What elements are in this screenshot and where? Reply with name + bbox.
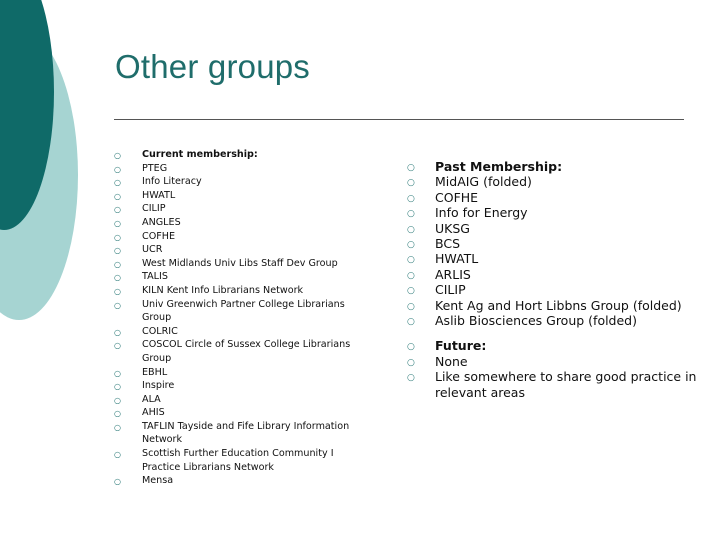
list-item-label: TALIS — [142, 271, 168, 283]
list-item — [407, 174, 697, 189]
bullet-icon: ○ — [114, 327, 121, 337]
bullet-icon: ○ — [407, 178, 415, 189]
bullet-icon: ○ — [407, 193, 415, 204]
list-item-label: Like somewhere to share good practice in relevant areas — [435, 369, 697, 400]
list-item-label: COFHE — [142, 230, 176, 242]
bullet-icon: ○ — [114, 259, 121, 269]
bullet-icon: ○ — [407, 240, 415, 251]
list-item-label: ALA — [142, 393, 161, 405]
list-item — [407, 267, 697, 282]
list-item — [114, 474, 362, 488]
list-item-label: TAFLIN Tayside and Fife Library Information Network — [142, 420, 350, 446]
membership-history-list — [407, 159, 697, 400]
list-item-label: None — [435, 353, 468, 369]
list-item — [114, 148, 362, 162]
bullet-icon: ○ — [114, 395, 121, 405]
list-item — [114, 379, 362, 393]
list-item — [114, 406, 362, 420]
list-item — [407, 159, 697, 174]
bullet-icon: ○ — [114, 205, 121, 215]
bullet-icon: ○ — [114, 450, 121, 460]
future-heading: Future: — [435, 338, 487, 354]
bullet-icon: ○ — [114, 164, 121, 174]
bullet-icon: ○ — [114, 477, 121, 487]
list-item — [407, 190, 697, 205]
list-item-label: BCS — [435, 236, 461, 252]
list-item — [407, 298, 697, 313]
list-item — [114, 216, 362, 230]
list-item-label: HWATL — [142, 189, 176, 201]
list-item-label: CILIP — [435, 282, 466, 298]
list-item — [114, 338, 362, 365]
list-item — [114, 270, 362, 284]
list-spacer — [407, 328, 697, 338]
list-item — [407, 354, 697, 369]
list-item — [114, 175, 362, 189]
list-item-label: ARLIS — [435, 266, 471, 282]
list-item-label: UCR — [142, 244, 163, 256]
bullet-icon: ○ — [407, 270, 415, 281]
bullet-icon: ○ — [407, 357, 415, 368]
bullet-icon: ○ — [114, 218, 121, 228]
list-item-label: KILN Kent Info Librarians Network — [142, 284, 304, 296]
bullet-icon: ○ — [114, 409, 121, 419]
list-item — [114, 202, 362, 216]
list-item — [114, 284, 362, 298]
bullet-icon: ○ — [114, 191, 121, 201]
list-item-label: ANGLES — [142, 216, 181, 228]
slide-title: Other groups — [115, 48, 311, 85]
list-item — [407, 282, 697, 297]
list-item — [407, 369, 697, 400]
bullet-icon: ○ — [407, 224, 415, 235]
list-item-label: COFHE — [435, 189, 479, 205]
list-item — [407, 313, 697, 328]
bullet-icon: ○ — [114, 382, 121, 392]
list-item-label: Inspire — [142, 380, 175, 392]
list-item-label: Scottish Further Education Community I Practice Librarians Network — [142, 448, 334, 473]
current-membership-heading: Current membership: — [142, 149, 258, 160]
list-item-label: Kent Ag and Hort Libbns Group (folded) — [435, 297, 682, 313]
list-item-label: Univ Greenwich Partner College Librarians Group — [142, 298, 345, 324]
list-item — [114, 393, 362, 407]
list-item-label: Info Literacy — [142, 176, 202, 188]
bullet-icon: ○ — [114, 341, 121, 351]
past-membership-heading: Past Membership: — [435, 159, 563, 174]
list-item-label: COSCOL Circle of Sussex College Librarians Group — [142, 339, 351, 364]
bullet-icon: ○ — [407, 286, 415, 297]
list-item-label: Info for Energy — [435, 205, 528, 221]
list-item-label: PTEG — [142, 162, 168, 174]
bullet-icon: ○ — [407, 163, 415, 173]
bullet-icon: ○ — [407, 301, 415, 312]
bullet-icon: ○ — [114, 300, 121, 310]
bullet-icon: ○ — [114, 178, 121, 188]
list-item — [114, 230, 362, 244]
bullet-icon: ○ — [407, 373, 415, 384]
list-item-label: West Midlands Univ Libs Staff Dev Group — [142, 257, 338, 269]
list-item-label: HWATL — [435, 251, 479, 267]
list-item — [114, 243, 362, 257]
list-item-label: Mensa — [142, 475, 174, 487]
list-item-label: EBHL — [142, 366, 168, 378]
bullet-icon: ○ — [114, 246, 121, 256]
list-item-label: CILIP — [142, 203, 166, 215]
list-item — [407, 251, 697, 266]
list-item — [114, 162, 362, 176]
list-item — [114, 189, 362, 203]
list-item — [114, 257, 362, 271]
title-divider — [114, 119, 684, 120]
list-item — [114, 366, 362, 380]
list-item-label: AHIS — [142, 407, 165, 419]
bullet-icon: ○ — [407, 317, 415, 328]
list-item — [407, 236, 697, 251]
list-item — [407, 205, 697, 220]
bullet-icon: ○ — [114, 273, 121, 283]
list-item — [407, 221, 697, 236]
bullet-icon: ○ — [407, 209, 415, 220]
list-item — [114, 447, 362, 474]
list-item-label: COLRIC — [142, 325, 178, 337]
list-item-label: UKSG — [435, 220, 470, 236]
bullet-icon: ○ — [114, 232, 121, 242]
bullet-icon: ○ — [114, 422, 121, 432]
bullet-icon: ○ — [407, 342, 415, 353]
bullet-icon: ○ — [114, 286, 121, 296]
list-item — [114, 420, 362, 447]
list-item-label: Aslib Biosciences Group (folded) — [435, 313, 637, 329]
list-item — [114, 298, 362, 325]
list-item — [407, 338, 697, 353]
bullet-icon: ○ — [114, 151, 121, 160]
current-membership-list — [114, 148, 362, 488]
list-item — [114, 325, 362, 339]
bullet-icon: ○ — [407, 255, 415, 266]
list-item-label: MidAIG (folded) — [435, 174, 532, 190]
bullet-icon: ○ — [114, 368, 121, 378]
